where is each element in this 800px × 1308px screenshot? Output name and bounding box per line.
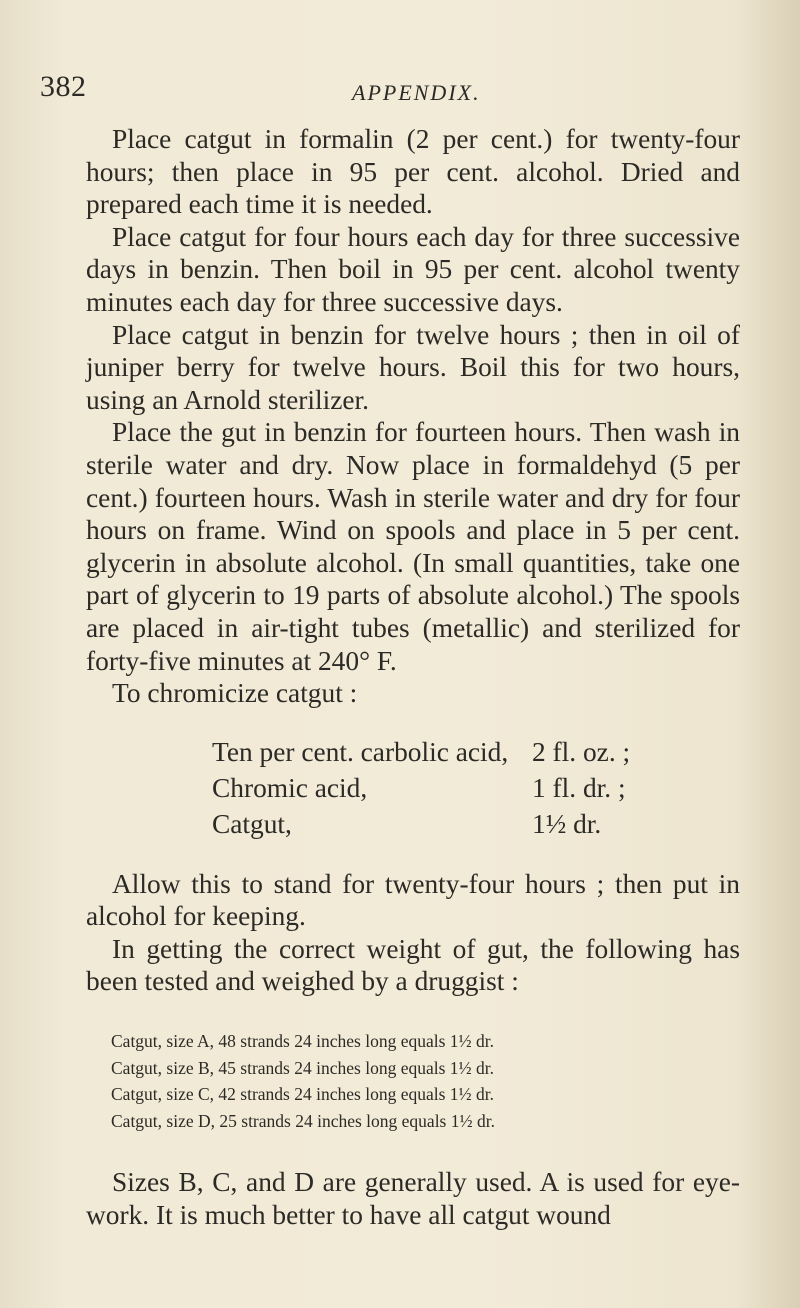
recipe-row	[212, 734, 632, 770]
running-head-title: APPENDIX.	[352, 80, 481, 105]
table-row: Catgut, size B, 45 strands 24 inches long equals 1½ dr.	[111, 1057, 495, 1078]
table-row: Catgut, size A, 48 strands 24 inches long equals 1½ dr.	[111, 1031, 495, 1052]
paragraph-chromicize-intro: To chromicize catgut :	[112, 678, 358, 709]
recipe-ingredient: Catgut,	[212, 808, 292, 839]
running-head	[40, 70, 740, 110]
recipe-row	[212, 770, 632, 806]
paragraph-formalin: Place catgut in formalin (2 per cent.) for twenty-four hours; then place in 95 per cent. alcohol. Dried and prepared each time it is needed.	[86, 124, 740, 220]
recipe-quantity: 1 fl. dr. ;	[532, 772, 626, 803]
paragraph-juniper-oil: Place catgut in benzin for twelve hours ; then in oil of juniper berry for twelve hours. Boil this for two hours, using an Arnold sterilizer.	[86, 319, 740, 415]
table-row: Catgut, size D, 25 strands 24 inches long equals 1½ dr.	[111, 1110, 495, 1131]
paragraph-correct-weight: In getting the correct weight of gut, the following has been tested and weighed by a druggist :	[86, 933, 740, 997]
recipe-row	[212, 806, 632, 842]
paragraph-formaldehyd: Place the gut in benzin for fourteen hours. Then wash in sterile water and dry. Now place in formaldehyd (5 per cent.) fourteen hours. Wash in sterile water and dry for four hours on frame. Wind on spools and place in 5 per cent. glycerin in absolute alcohol. (In small quantities, take one part of glycerin to 19 parts of absolute alcohol.) The spools are placed in air-tight tubes (metallic) and sterilized for forty-five minutes at 240° F.	[86, 417, 740, 676]
paragraph-allow-stand: Allow this to stand for twenty-four hours ; then put in alcohol for keeping.	[86, 868, 740, 932]
recipe-quantity: 1½ dr.	[532, 808, 602, 839]
recipe-quantity: 2 fl. oz. ;	[532, 736, 631, 767]
paragraph-benzin-four-hours: Place catgut for four hours each day for three successive days in benzin. Then boil in 95 per cent. alcohol twenty minutes each day for three successive days.	[86, 221, 740, 317]
page-number: 382	[40, 70, 87, 103]
chromicize-recipe	[212, 734, 632, 842]
recipe-ingredient: Ten per cent. carbolic acid,	[212, 736, 509, 767]
recipe-ingredient: Chromic acid,	[212, 772, 368, 803]
table-row: Catgut, size C, 42 strands 24 inches long equals 1½ dr.	[111, 1084, 495, 1105]
catgut-size-table	[111, 1028, 740, 1134]
paragraph-sizes: Sizes B, C, and D are generally used. A is used for eye-work. It is much better to have all catgut wound	[86, 1167, 740, 1230]
body-text	[86, 123, 740, 1231]
